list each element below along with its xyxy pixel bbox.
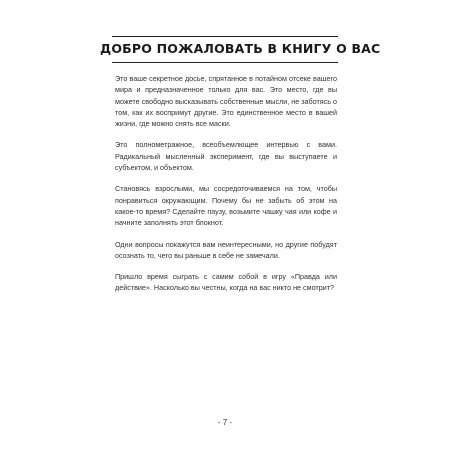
page-number: - 7 - — [217, 418, 233, 427]
body-text — [115, 73, 337, 304]
paragraph-2: Это полнометражное, всеобъемлющее интервью с вами. Радикальный мысленный эксперимент, где вы выступаете и субъектом, и объектом. — [115, 140, 337, 173]
paragraph-1: Это ваше секретное досье, спрятанное в потайном отсеке вашего мира и предназначенное только для вас. Это место, где вы можете свободно высказывать собственные мысли, не заботясь о том, как их воспримут другие. Это единственное место в вашей жизни, где можно снять все маски. — [115, 74, 338, 129]
page-title: ДОБРО ПОЖАЛОВАТЬ В КНИГУ О ВАС — [100, 41, 381, 56]
paragraph-4: Одни вопросы покажутся вам неинтересными, но другие побудят осознать то, чего вы раньше в себе не замечали. — [115, 239, 337, 260]
paragraph-3: Становясь взрослыми, мы сосредоточиваемся на том, чтобы понравиться окружающим. Почему бы не забыть об этом на какое-то время? Сделайте паузу, возьмите чашку чая или кофе и начните заполнять этот блокнот. — [115, 184, 337, 228]
title-rule-top — [112, 36, 338, 37]
title-rule-bottom — [112, 62, 338, 63]
paragraph-5: Пришло время сыграть с самим собой в игру «Правда или действие». Насколько вы честны, когда на вас никто не смотрит? — [115, 272, 337, 293]
